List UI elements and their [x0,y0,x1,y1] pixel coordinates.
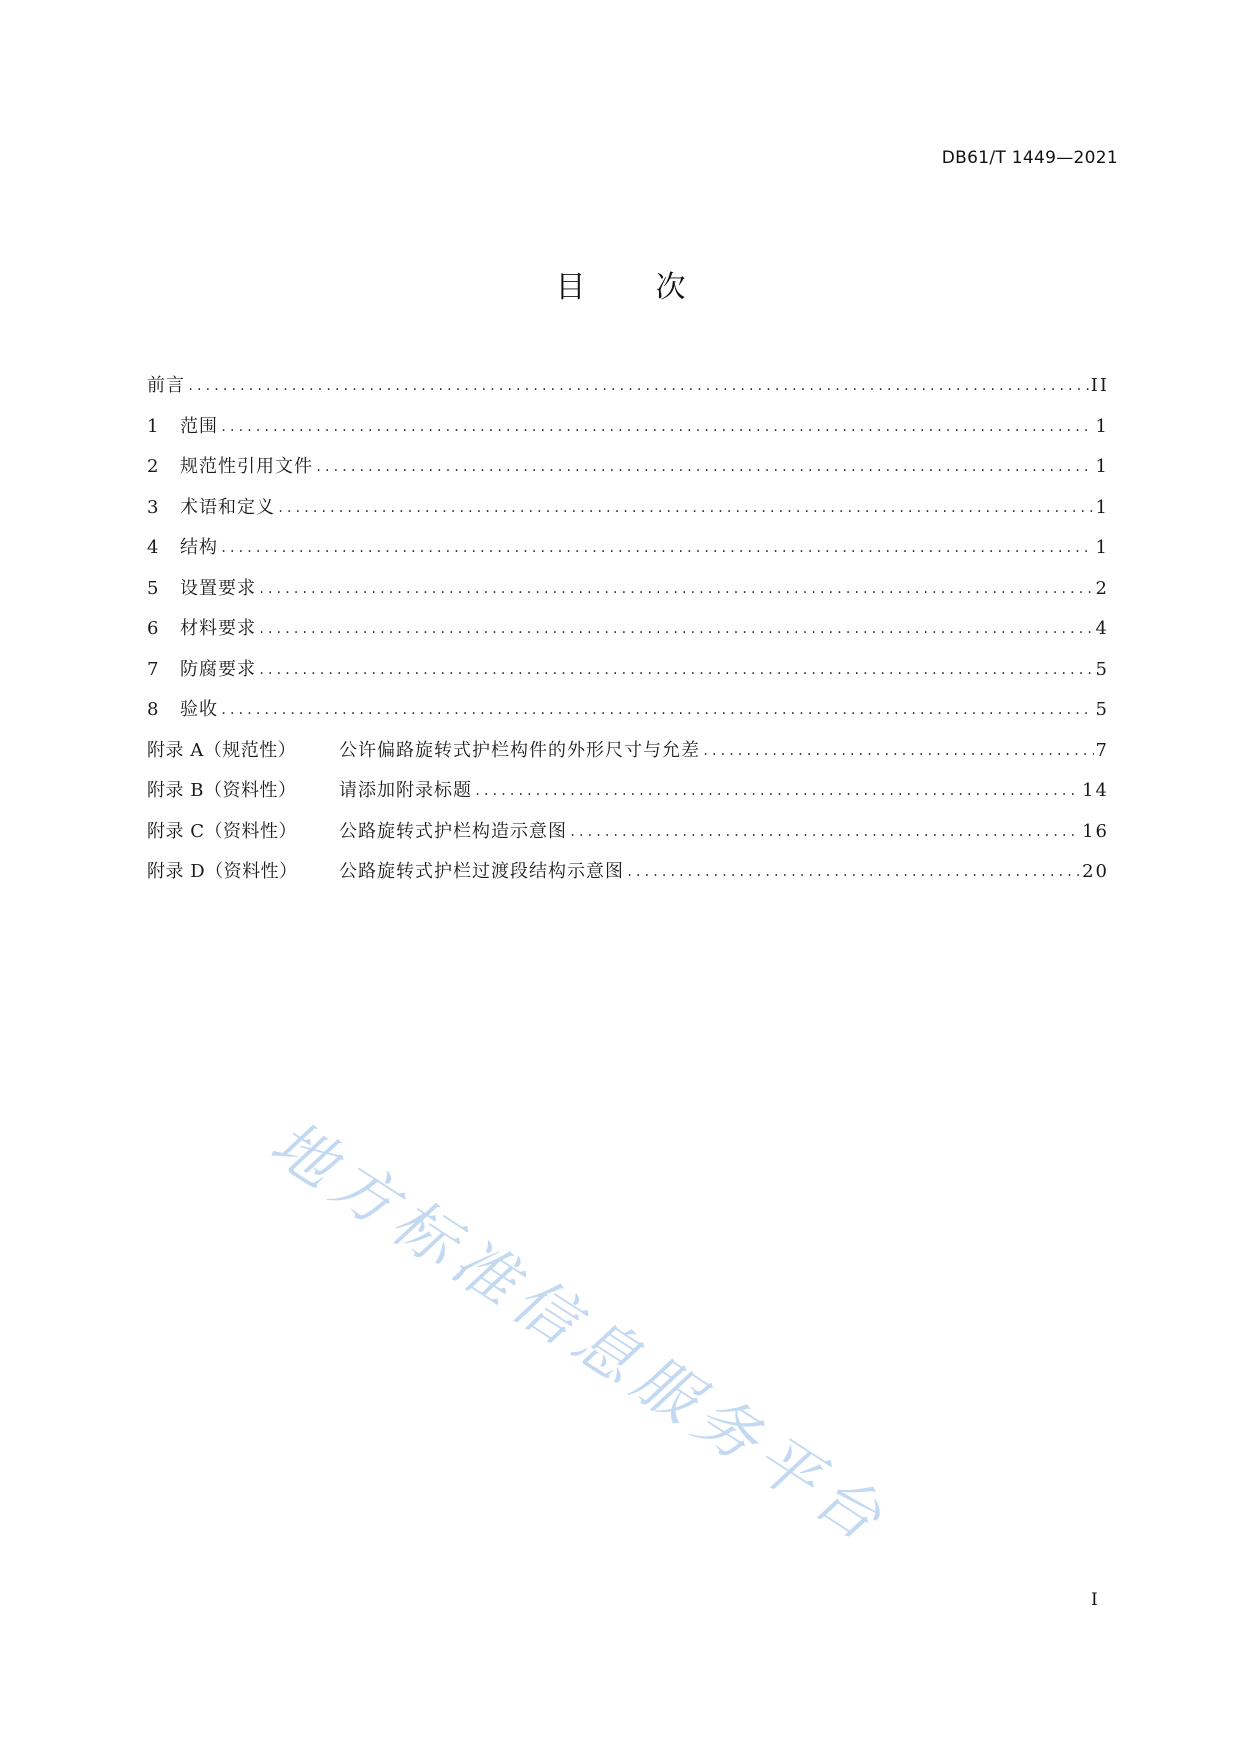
toc-entry-number: 3 [147,496,159,518]
toc-entry-page: 1 [1095,496,1109,518]
toc-entry-page: II [1090,375,1109,396]
title-char: 目 [555,270,586,305]
toc-entry-page: 5 [1095,658,1109,680]
dot-leader [187,372,1089,400]
toc-appendix-tag: 附录 D（资料性） [147,861,298,882]
toc-appendix-tag: 附录 C（资料性） [147,820,297,842]
toc-entry-label: 验收 [180,699,218,720]
toc-entry-label: 材料要求 [180,618,256,639]
dot-leader [702,737,1094,765]
toc-entry-page: 1 [1095,456,1109,477]
document-code: DB61/T 1449—2021 [941,148,1118,168]
toc-entry-label: 公许偏路旋转式护栏构件的外形尺寸与允差 [339,739,700,761]
toc-entry-number: 4 [147,537,159,558]
dot-leader [258,615,1094,643]
toc-entry-4[interactable] [147,534,1109,575]
toc-entry-label: 结构 [180,537,218,558]
title-char: 次 [655,270,686,305]
toc-entry-appendix-b[interactable] [147,777,1109,818]
toc-entry-5[interactable] [147,575,1109,616]
toc-entry-label: 规范性引用文件 [180,456,313,477]
toc-entry-label: 防腐要求 [180,658,256,680]
toc-entry-label: 范围 [180,415,218,437]
toc-entry-2[interactable] [147,453,1109,494]
dot-leader [220,413,1094,441]
toc-entry-appendix-a[interactable] [147,737,1109,778]
toc-entry-page: 14 [1082,780,1109,801]
toc-entry-page: 7 [1095,739,1109,761]
toc-entry-appendix-c[interactable] [147,818,1109,859]
toc-entry-appendix-d[interactable] [147,858,1109,899]
toc-entry-number: 1 [147,415,159,437]
dot-leader [626,858,1080,886]
toc-entry-number: 7 [147,658,159,680]
toc-entry-page: 4 [1095,618,1109,639]
toc-entry-number: 5 [147,577,159,599]
toc-entry-page: 1 [1095,415,1109,437]
dot-leader [569,818,1080,846]
toc-entry-6[interactable] [147,615,1109,656]
page-number: I [1091,1590,1098,1610]
toc-entry-label: 前言 [147,375,185,396]
toc-entry-page: 1 [1095,537,1109,558]
page-title [0,262,1241,306]
toc-entry-7[interactable] [147,656,1109,697]
toc-entry-label: 公路旋转式护栏构造示意图 [339,820,567,842]
toc-entry-8[interactable] [147,696,1109,737]
toc-entry-page: 2 [1095,577,1109,599]
toc-entry-label: 术语和定义 [180,496,275,518]
toc-entry-label: 请添加附录标题 [339,780,472,801]
toc-entry-label: 公路旋转式护栏过渡段结构示意图 [339,861,624,882]
watermark: 地方标准信息服务平台 [258,1105,902,1560]
dot-leader [258,575,1094,603]
toc-entry-page: 5 [1095,699,1109,720]
toc-entry-page: 16 [1082,820,1109,842]
dot-leader [220,696,1094,724]
toc-appendix-tag: 附录 B（资料性） [147,780,297,801]
toc-entry-label: 设置要求 [180,577,256,599]
dot-leader [258,656,1094,684]
toc-entry-number: 2 [147,456,159,477]
toc-entry-1[interactable] [147,413,1109,454]
toc-entry-page: 20 [1082,861,1109,882]
toc-appendix-tag: 附录 A（规范性） [147,739,297,761]
toc-entry-foreword[interactable] [147,372,1109,413]
dot-leader [277,494,1094,522]
toc-entry-3[interactable] [147,494,1109,535]
dot-leader [474,777,1080,805]
toc-entry-number: 8 [147,699,159,720]
dot-leader [220,534,1094,562]
table-of-contents [147,372,1109,899]
dot-leader [315,453,1094,481]
toc-entry-number: 6 [147,618,159,639]
